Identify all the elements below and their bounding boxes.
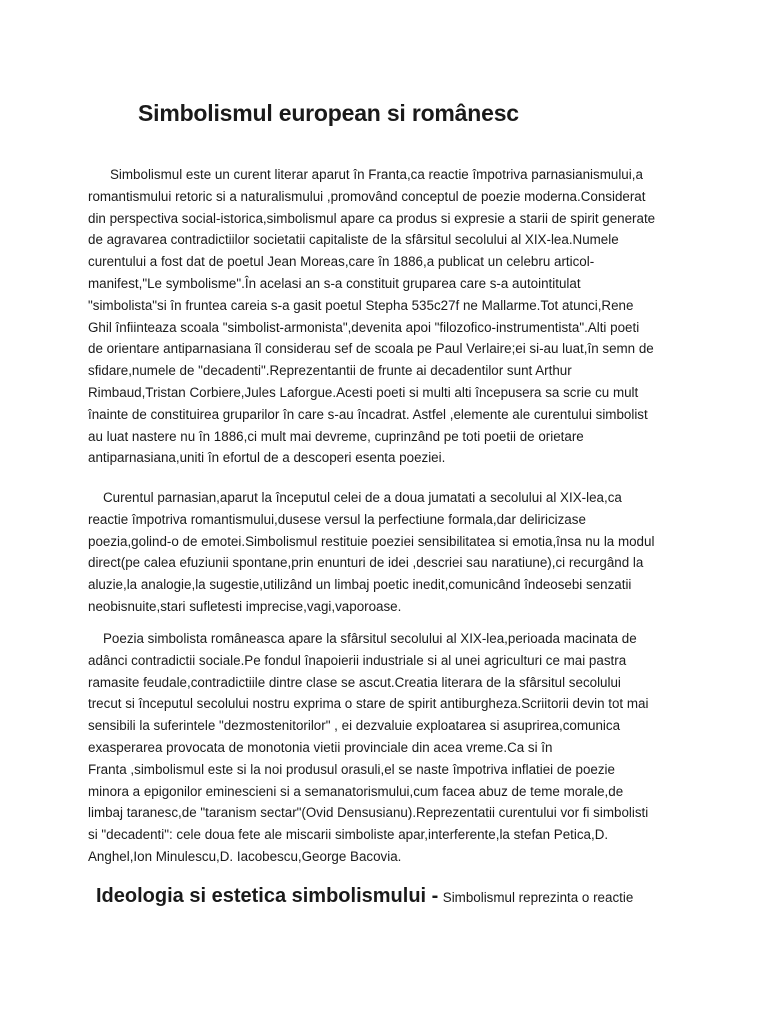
- paragraph-line: curentului a fost dat de poetul Jean Moreas,care în 1886,a publicat un celebru articol-: [88, 254, 595, 270]
- section-heading: [96, 885, 633, 908]
- paragraph-line: trecut si începutul secolului nostru exprima o stare de spirit antiburgheza.Scriitorii devin tot mai: [88, 696, 649, 712]
- paragraph-line: exasperarea provocata de monotonia vietii provinciale din acea vreme.Ca si în: [88, 739, 553, 755]
- paragraph-line: Poezia simbolista româneasca apare la sfârsitul secolului al XIX-lea,perioada macinata de: [103, 631, 637, 646]
- paragraph-line: sfidare,numele de "decadenti".Reprezentantii de frunte ai decadentilor sunt Arthur: [88, 363, 572, 379]
- paragraph-line: si "decadenti": cele doua fete ale miscarii simboliste apar,interferente,la stefan Petica,D.: [88, 827, 609, 843]
- paragraph-line: Anghel,Ion Minulescu,D. Iacobescu,George Bacovia.: [88, 848, 402, 864]
- document-title: Simbolismul european si românesc: [138, 100, 519, 126]
- paragraph-line: poezia,golind-o de emotei.Simbolismul restituie poeziei sensibilitatea si emotia,însa nu la modul: [88, 533, 655, 549]
- paragraph-line: neobisnuite,stari sufletesti imprecise,vagi,vaporoase.: [88, 598, 402, 614]
- paragraph-line: au luat nastere nu în 1886,ci mult mai devreme, cuprinzând pe toti poetii de orietare: [88, 428, 584, 444]
- paragraph-line: de orientare antiparnasiana îl considerau sef de scoala pe Paul Verlaire;ei si-au luat,în semn de: [88, 341, 654, 357]
- paragraph-line: Franta ,simbolismul este si la noi produsul orasuli,el se naste împotriva inflatiei de poezie: [88, 761, 615, 777]
- section-heading-title: Ideologia si estetica simbolismului -: [96, 885, 439, 907]
- paragraph-line: Curentul parnasian,aparut la începutul celei de a doua jumatati a secolului al XIX-lea,ca: [103, 490, 622, 505]
- paragraph-line: ramasite feudale,contradictiile dintre clase se ascut.Creatia literara de la sfârsitul secolului: [88, 674, 621, 690]
- paragraph-line: aluzie,la analogie,la sugestie,utilizând un limbaj poetic inedit,comunicând îndeosebi senzatii: [88, 577, 632, 593]
- paragraph-1: [88, 164, 688, 469]
- paragraph-line: Simbolismul este un curent literar aparut în Franta,ca reactie împotriva parnasianismului,a: [110, 167, 643, 182]
- paragraph-line: Ghil înfiinteaza scoala "simbolist-armonista",devenita apoi "filozofico-instrumentista".Alti poeti: [88, 319, 640, 335]
- paragraph-line: de agravarea contradictiilor societatii capitaliste de la sfârsitul secolului al XIX-lea.Numele: [88, 232, 619, 248]
- paragraph-line: înainte de constituirea gruparilor în care s-au încadrat. Astfel ,elemente ale curentului simbolist: [88, 406, 648, 422]
- paragraph-line: Rimbaud,Tristan Corbiere,Jules Laforgue.Acesti poeti si multi alti începusera sa scrie cu mult: [88, 384, 639, 400]
- paragraph-line: sensibili la suferintele "dezmostenitorilor" , ei dezvaluie exploatarea si asuprirea,comunica: [88, 718, 621, 734]
- paragraph-3: [88, 628, 688, 868]
- paragraph-2: [88, 487, 688, 618]
- paragraph-line: din perspectiva social-istorica,simbolismul apare ca produs si expresie a starii de spirit generate: [88, 210, 656, 226]
- paragraph-line: antiparnasiana,uniti în efortul de a descoperi esenta poeziei.: [88, 450, 446, 466]
- section-heading-text: Simbolismul reprezinta o reactie: [442, 890, 634, 905]
- paragraph-line: limbaj taranesc,de "taranism sectar"(Ovid Densusianu).Reprezentatii curentului vor fi simbolisti: [88, 805, 649, 821]
- paragraph-line: reactie împotriva romantismului,dusese versul la perfectiune formala,dar deliricizase: [88, 511, 586, 527]
- paragraph-line: minora a epigonilor eminescieni si a semanatorismului,cum facea abuz de teme morale,de: [88, 783, 624, 799]
- paragraph-line: direct(pe calea efuziunii spontane,prin enunturi de idei ,descriei sau naratiune),ci recurgând la: [88, 555, 644, 571]
- paragraph-line: "simbolista"si în fruntea careia s-a gasit poetul Stepha 535c27f ne Mallarme.Tot atunci,Rene: [88, 297, 634, 313]
- paragraph-line: romantismului retoric si a naturalismului ,promovând conceptul de poezie moderna.Considerat: [88, 188, 646, 204]
- paragraph-line: adânci contradictii sociale.Pe fondul înapoierii industriale si al unei agriculturi ce mai pastra: [88, 652, 627, 668]
- paragraph-line: manifest,"Le symbolisme".În acelasi an s-a constituit gruparea care s-a autointitulat: [88, 275, 581, 291]
